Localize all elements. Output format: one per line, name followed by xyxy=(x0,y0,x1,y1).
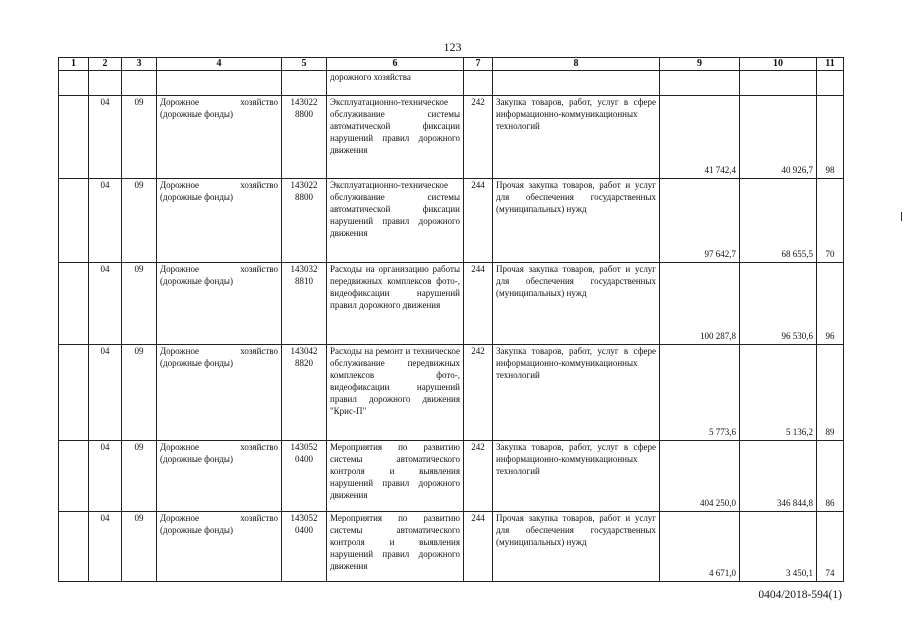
expense-description: Мероприятия по развитию системы автоматического контроля и выявления нарушений правил дорожного движения xyxy=(327,512,464,582)
column-header: 7 xyxy=(464,58,493,71)
expense-description: Эксплуатационно-техническое обслуживание системы автоматической фиксации нарушений правил дорожного движения xyxy=(327,179,464,263)
expense-type-name: Закупка товаров, работ, услуг в сфере информационно-коммуникационных технологий xyxy=(493,96,660,179)
row-number-cell xyxy=(59,512,89,582)
row-number-cell xyxy=(59,441,89,512)
section-name: Дорожное хозяйство (дорожные фонды) xyxy=(157,441,282,512)
table-row xyxy=(59,345,844,441)
document-code: 0404/2018-594(1) xyxy=(758,589,842,601)
continuation-text: дорожного хозяйства xyxy=(327,71,464,96)
executed-amount: 68 655,5 xyxy=(740,179,817,263)
column-header: 4 xyxy=(157,58,282,71)
execution-percent: 89 xyxy=(817,345,844,441)
margin-mark xyxy=(901,212,902,221)
table-row xyxy=(59,96,844,179)
target-article-code: 143022 8800 xyxy=(282,179,327,263)
table-row xyxy=(59,179,844,263)
section-name: Дорожное хозяйство (дорожные фонды) xyxy=(157,345,282,441)
subsection-code: 09 xyxy=(122,96,157,179)
expense-type-name: Прочая закупка товаров, работ и услуг для обеспечения государственных (муниципальных) нужд xyxy=(493,263,660,345)
column-header: 2 xyxy=(89,58,122,71)
page-number: 123 xyxy=(443,40,462,54)
executed-amount: 96 530,6 xyxy=(740,263,817,345)
header-row xyxy=(59,58,844,71)
row-number-cell xyxy=(59,96,89,179)
table-row xyxy=(59,512,844,582)
target-article-code: 143022 8800 xyxy=(282,96,327,179)
subsection-code: 09 xyxy=(122,179,157,263)
row-number-cell xyxy=(59,345,89,441)
column-header: 5 xyxy=(282,58,327,71)
subsection-code: 09 xyxy=(122,512,157,582)
expense-description: Расходы на ремонт и техническое обслуживание передвижных комплексов фото-, видеофиксации нарушений правил дорожного движения "Крис-П" xyxy=(327,345,464,441)
expense-description: Эксплуатационно-техническое обслуживание системы автоматической фиксации нарушений правил дорожного движения xyxy=(327,96,464,179)
table-row xyxy=(59,263,844,345)
section-name: Дорожное хозяйство (дорожные фонды) xyxy=(157,179,282,263)
column-header: 10 xyxy=(740,58,817,71)
expense-description: Расходы на организацию работы передвижных комплексов фото-, видеофиксации нарушений правил дорожного движения xyxy=(327,263,464,345)
section-code: 04 xyxy=(89,512,122,582)
target-article-code: 143052 0400 xyxy=(282,441,327,512)
expense-type-code: 242 xyxy=(464,96,493,179)
planned-amount: 100 287,8 xyxy=(660,263,740,345)
expense-type-code: 244 xyxy=(464,512,493,582)
execution-percent: 98 xyxy=(817,96,844,179)
expense-type-code: 242 xyxy=(464,345,493,441)
expense-type-code: 244 xyxy=(464,263,493,345)
executed-amount: 40 926,7 xyxy=(740,96,817,179)
planned-amount: 41 742,4 xyxy=(660,96,740,179)
section-code: 04 xyxy=(89,345,122,441)
expense-type-code: 242 xyxy=(464,441,493,512)
executed-amount: 5 136,2 xyxy=(740,345,817,441)
executed-amount: 346 844,8 xyxy=(740,441,817,512)
column-header: 3 xyxy=(122,58,157,71)
table-row xyxy=(59,441,844,512)
subsection-code: 09 xyxy=(122,263,157,345)
column-header: 1 xyxy=(59,58,89,71)
expense-type-name: Закупка товаров, работ, услуг в сфере информационно-коммуникационных технологий xyxy=(493,441,660,512)
planned-amount: 97 642,7 xyxy=(660,179,740,263)
row-number-cell xyxy=(59,263,89,345)
planned-amount: 5 773,6 xyxy=(660,345,740,441)
subsection-code: 09 xyxy=(122,345,157,441)
row-number-cell xyxy=(59,179,89,263)
execution-percent: 74 xyxy=(817,512,844,582)
section-name: Дорожное хозяйство (дорожные фонды) xyxy=(157,96,282,179)
target-article-code: 143042 8820 xyxy=(282,345,327,441)
expense-type-name: Прочая закупка товаров, работ и услуг для обеспечения государственных (муниципальных) нужд xyxy=(493,512,660,582)
planned-amount: 404 250,0 xyxy=(660,441,740,512)
section-code: 04 xyxy=(89,263,122,345)
expense-type-name: Прочая закупка товаров, работ и услуг для обеспечения государственных (муниципальных) нужд xyxy=(493,179,660,263)
execution-percent: 86 xyxy=(817,441,844,512)
section-name: Дорожное хозяйство (дорожные фонды) xyxy=(157,512,282,582)
column-header: 9 xyxy=(660,58,740,71)
subsection-code: 09 xyxy=(122,441,157,512)
executed-amount: 3 450,1 xyxy=(740,512,817,582)
target-article-code: 143032 8810 xyxy=(282,263,327,345)
expense-description: Мероприятия по развитию системы автоматического контроля и выявления нарушений правил дорожного движения xyxy=(327,441,464,512)
section-code: 04 xyxy=(89,441,122,512)
column-header: 8 xyxy=(493,58,660,71)
section-name: Дорожное хозяйство (дорожные фонды) xyxy=(157,263,282,345)
column-header: 11 xyxy=(817,58,844,71)
continuation-row xyxy=(59,71,844,96)
target-article-code: 143052 0400 xyxy=(282,512,327,582)
execution-percent: 96 xyxy=(817,263,844,345)
section-code: 04 xyxy=(89,96,122,179)
planned-amount: 4 671,0 xyxy=(660,512,740,582)
expense-type-name: Закупка товаров, работ, услуг в сфере информационно-коммуникационных технологий xyxy=(493,345,660,441)
column-header: 6 xyxy=(327,58,464,71)
execution-percent: 70 xyxy=(817,179,844,263)
expense-type-code: 244 xyxy=(464,179,493,263)
budget-table xyxy=(58,57,844,582)
section-code: 04 xyxy=(89,179,122,263)
